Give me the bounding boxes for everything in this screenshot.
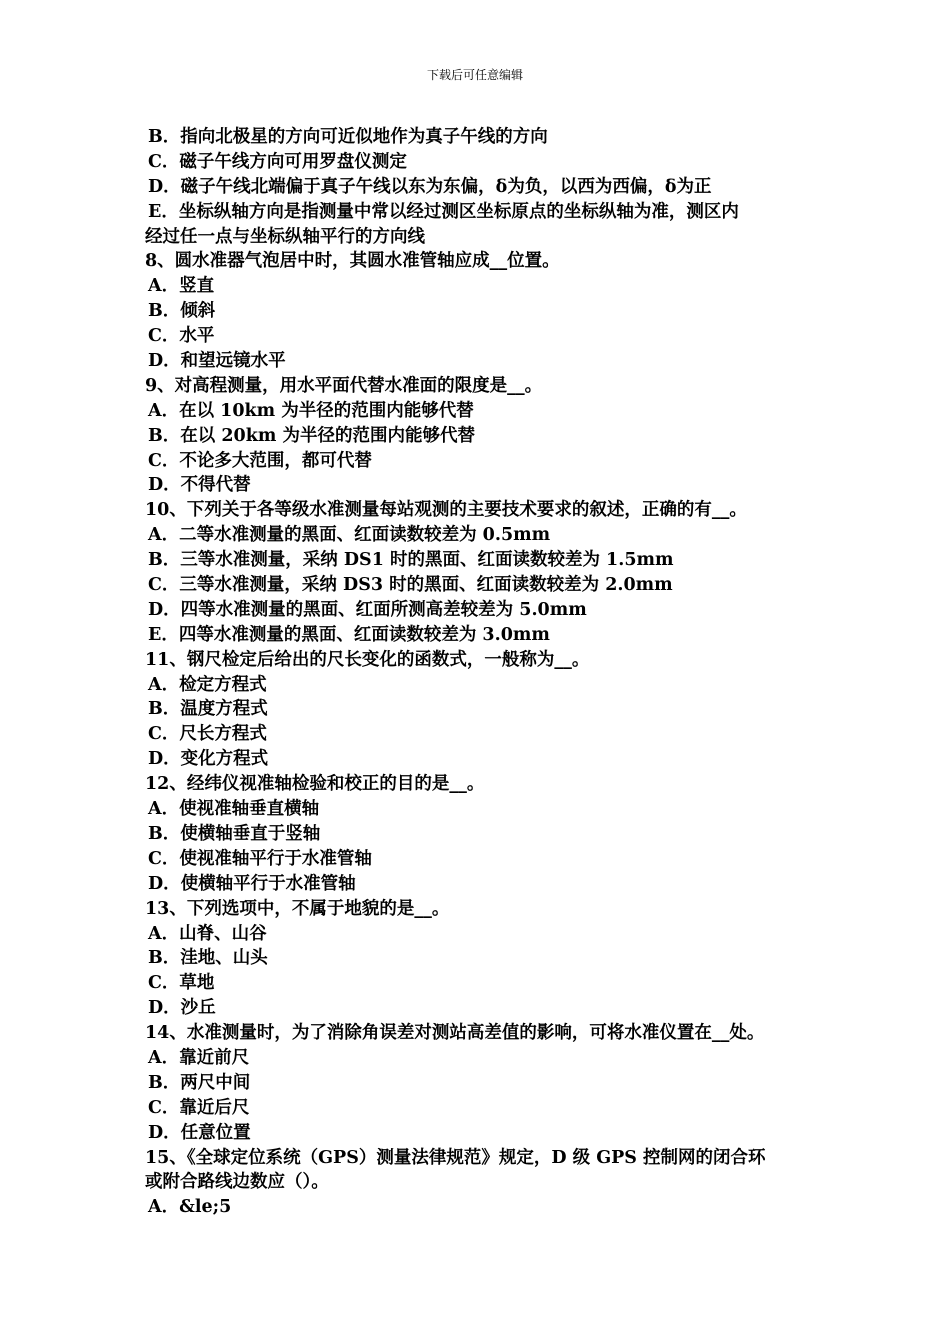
answer-option: C．磁子午线方向可用罗盘仪测定 <box>148 151 407 172</box>
answer-option: A．检定方程式 <box>148 674 267 695</box>
answer-option: B．温度方程式 <box>148 699 268 720</box>
answer-option: A．靠近前尺 <box>148 1047 250 1068</box>
answer-option: B．指向北极星的方向可近似地作为真子午线的方向 <box>148 127 548 147</box>
answer-option: D．变化方程式 <box>148 749 269 770</box>
answer-option: B．洼地、山头 <box>148 948 268 969</box>
answer-option: B．使横轴垂直于竖轴 <box>148 823 321 844</box>
answer-option: C．尺长方程式 <box>148 724 267 745</box>
answer-option: C．草地 <box>148 973 215 994</box>
text-line: 8、圆水准器气泡居中时，其圆水准管轴应成__位置。 <box>145 251 560 272</box>
page-header: 下载后可任意编辑 <box>426 68 523 82</box>
answer-option: D．任意位置 <box>148 1122 251 1143</box>
answer-option: D．和望远镜水平 <box>148 351 286 372</box>
answer-option: A．&le;5 <box>148 1197 232 1218</box>
text-line: 经过任一点与坐标纵轴平行的方向线 <box>145 226 425 247</box>
text-line: 11、钢尺检定后给出的尺长变化的函数式，一般称为__。 <box>145 649 590 670</box>
answer-option: B．三等水准测量，采纳 DS1 时的黑面、红面读数较差为 1.5mm <box>148 550 674 571</box>
answer-option: E．坐标纵轴方向是指测量中常以经过测区坐标原点的坐标纵轴为准，测区内 <box>148 201 739 222</box>
answer-option: B．倾斜 <box>148 301 216 322</box>
text-line: 14、水准测量时，为了消除角误差对测站高差值的影响，可将水准仪置在__处。 <box>145 1023 765 1044</box>
document-body <box>145 125 815 1220</box>
answer-option: D．磁子午线北端偏于真子午线以东为东偏，δ为负，以西为西偏，δ为正 <box>148 176 712 197</box>
text-line: 13、下列选项中，不属于地貌的是__。 <box>145 898 450 919</box>
text-line: 12、经纬仪视准轴检验和校正的目的是__。 <box>145 774 485 795</box>
answer-option: C．靠近后尺 <box>148 1097 250 1118</box>
answer-option: D．沙丘 <box>148 998 216 1019</box>
answer-option: C．使视准轴平行于水准管轴 <box>148 848 372 869</box>
answer-option: C．水平 <box>148 326 215 347</box>
answer-option: A．山脊、山谷 <box>148 923 267 944</box>
text-line: 15、《全球定位系统（GPS）测量法律规范》规定，D 级 GPS 控制网的闭合环 <box>145 1147 766 1168</box>
answer-option: A．使视准轴垂直横轴 <box>148 799 320 820</box>
answer-option: A．在以 10km 为半径的范围内能够代替 <box>148 400 474 421</box>
answer-option: E．四等水准测量的黑面、红面读数较差为 3.0mm <box>148 624 550 645</box>
text-line: 9、对高程测量，用水平面代替水准面的限度是__。 <box>145 375 543 396</box>
answer-option: B．两尺中间 <box>148 1072 251 1093</box>
answer-option: B．在以 20km 为半径的范围内能够代替 <box>148 425 475 446</box>
answer-option: A．二等水准测量的黑面、红面读数较差为 0.5mm <box>148 525 551 546</box>
text-line: 10、下列关于各等级水准测量每站观测的主要技术要求的叙述，正确的有__。 <box>145 500 747 521</box>
answer-option: D．不得代替 <box>148 475 251 496</box>
answer-option: C．不论多大范围，都可代替 <box>148 450 372 471</box>
answer-option: D．使横轴平行于水准管轴 <box>148 873 356 894</box>
answer-option: C．三等水准测量，采纳 DS3 时的黑面、红面读数较差为 2.0mm <box>148 575 673 596</box>
answer-option: A．竖直 <box>148 276 215 297</box>
answer-option: D．四等水准测量的黑面、红面所测高差较差为 5.0mm <box>148 599 587 620</box>
text-line: 或附合路线边数应（）。 <box>145 1172 329 1193</box>
